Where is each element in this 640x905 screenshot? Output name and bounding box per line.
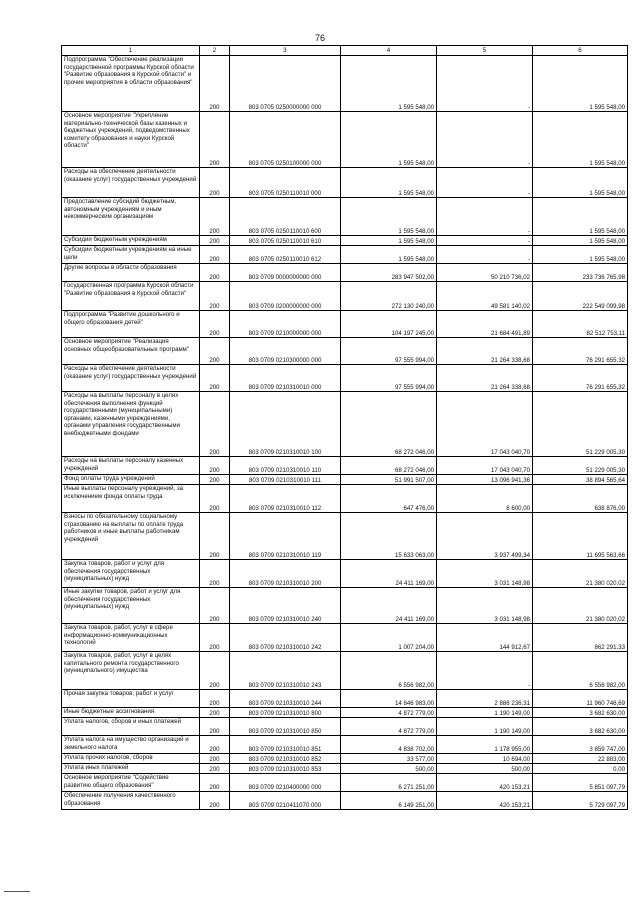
row-col5-cell: - bbox=[437, 56, 533, 112]
row-name-cell: Основное мероприятие "Укрепление материально-технической базы казенных и бюджетных учреждений, подведомственных комитету образования и науки Курской области" bbox=[62, 112, 200, 168]
row-col4-cell: 647 476,00 bbox=[341, 485, 437, 513]
row-col2-cell: 200 bbox=[200, 754, 230, 764]
row-col6-cell: 21 380 020,02 bbox=[533, 588, 628, 624]
table-row bbox=[62, 792, 628, 810]
table-header-row bbox=[62, 46, 628, 56]
page-number: 76 bbox=[314, 33, 325, 43]
table-row bbox=[62, 588, 628, 624]
row-name-cell: Государственная программа Курской области "Развитие образования в Курской области" bbox=[62, 282, 200, 311]
footer-mark bbox=[4, 891, 30, 892]
row-col4-cell: 6 271 251,00 bbox=[341, 774, 437, 792]
row-col4-cell: 51 991 507,00 bbox=[341, 475, 437, 485]
row-code-cell: 803 0705 0250110010 600 bbox=[230, 198, 341, 236]
row-name-cell: Основное мероприятие "Реализация основных общеобразовательных программ" bbox=[62, 338, 200, 365]
row-col5-cell: 17 043 040,70 bbox=[437, 457, 533, 475]
table-row bbox=[62, 246, 628, 264]
row-col4-cell: 97 555 994,00 bbox=[341, 338, 437, 365]
row-code-cell: 803 0709 0000000000 000 bbox=[230, 264, 341, 282]
row-col2-cell: 200 bbox=[200, 236, 230, 246]
table-row bbox=[62, 236, 628, 246]
row-col4-cell: 68 272 046,00 bbox=[341, 457, 437, 475]
row-code-cell: 803 0709 0210411070 000 bbox=[230, 792, 341, 810]
row-name-cell: Предоставление субсидий бюджетным, автономным учреждениям и иным некоммерческим организациям bbox=[62, 198, 200, 236]
row-col5-cell: 10 694,00 bbox=[437, 754, 533, 764]
row-name-cell: Уплата налогов, сборов и иных платежей bbox=[62, 718, 200, 736]
row-col2-cell: 200 bbox=[200, 365, 230, 392]
table-row bbox=[62, 365, 628, 392]
table-row bbox=[62, 264, 628, 282]
column-header: 5 bbox=[437, 46, 533, 56]
row-col6-cell: 21 380 020,02 bbox=[533, 560, 628, 588]
row-col2-cell: 200 bbox=[200, 338, 230, 365]
column-header: 2 bbox=[200, 46, 230, 56]
table-row bbox=[62, 311, 628, 338]
row-col2-cell: 200 bbox=[200, 718, 230, 736]
row-col6-cell: 76 291 655,32 bbox=[533, 365, 628, 392]
row-col5-cell: 8 600,00 bbox=[437, 485, 533, 513]
row-col6-cell: 1 595 548,00 bbox=[533, 112, 628, 168]
row-code-cell: 803 0709 0210310010 852 bbox=[230, 754, 341, 764]
row-col5-cell: 1 178 955,00 bbox=[437, 736, 533, 754]
row-col5-cell: 49 581 140,02 bbox=[437, 282, 533, 311]
row-code-cell: 803 0709 0210000000 000 bbox=[230, 311, 341, 338]
row-col2-cell: 200 bbox=[200, 708, 230, 718]
table-row bbox=[62, 754, 628, 764]
row-col5-cell: - bbox=[437, 652, 533, 690]
row-col5-cell: 1 190 149,00 bbox=[437, 708, 533, 718]
budget-table bbox=[61, 45, 628, 810]
row-code-cell: 803 0709 0210310010 242 bbox=[230, 624, 341, 652]
row-col6-cell: 38 894 565,64 bbox=[533, 475, 628, 485]
row-col6-cell: 6 556 982,00 bbox=[533, 652, 628, 690]
row-name-cell: Расходы на обеспечение деятельности (оказание услуг) государственных учреждений bbox=[62, 168, 200, 198]
row-code-cell: 803 0709 0210310010 853 bbox=[230, 764, 341, 774]
row-code-cell: 803 0709 0210310010 100 bbox=[230, 392, 341, 457]
row-col4-cell: 1 595 548,00 bbox=[341, 112, 437, 168]
row-col2-cell: 200 bbox=[200, 457, 230, 475]
row-col6-cell: 1 595 548,00 bbox=[533, 168, 628, 198]
row-col5-cell: - bbox=[437, 236, 533, 246]
row-col2-cell: 200 bbox=[200, 198, 230, 236]
row-name-cell: Расходы на выплаты персоналу в целях обеспечения выполнения функций государственными (муниципальными) органами, казенными учреждениями, органами управления государственными внебюджетными фондами bbox=[62, 392, 200, 457]
row-name-cell: Прочая закупка товаров, работ и услуг bbox=[62, 690, 200, 708]
row-name-cell: Основное мероприятие "Содействие развитию общего образования" bbox=[62, 774, 200, 792]
row-code-cell: 803 0709 0210310010 200 bbox=[230, 560, 341, 588]
row-col6-cell: 1 595 548,00 bbox=[533, 198, 628, 236]
table-row bbox=[62, 736, 628, 754]
row-col4-cell: 24 411 169,00 bbox=[341, 588, 437, 624]
row-name-cell: Подпрограмма "Развитие дошкольного и общего образования детей" bbox=[62, 311, 200, 338]
table-row bbox=[62, 457, 628, 475]
row-col4-cell: 6 149 251,00 bbox=[341, 792, 437, 810]
row-col2-cell: 200 bbox=[200, 475, 230, 485]
row-col6-cell: 3 682 630,00 bbox=[533, 718, 628, 736]
table-row bbox=[62, 513, 628, 560]
row-name-cell: Уплата иных платежей bbox=[62, 764, 200, 774]
row-col6-cell: 51 229 005,30 bbox=[533, 392, 628, 457]
row-name-cell: Закупка товаров, работ и услуг для обеспечения государственных (муниципальных) нужд bbox=[62, 560, 200, 588]
row-col5-cell: 500,00 bbox=[437, 764, 533, 774]
row-col2-cell: 200 bbox=[200, 560, 230, 588]
row-col4-cell: 4 872 779,00 bbox=[341, 718, 437, 736]
row-code-cell: 803 0705 0250100000 000 bbox=[230, 112, 341, 168]
row-col5-cell: 21 684 491,89 bbox=[437, 311, 533, 338]
row-code-cell: 803 0709 0210310010 000 bbox=[230, 365, 341, 392]
row-name-cell: Обеспечение получения качественного образования bbox=[62, 792, 200, 810]
row-col2-cell: 200 bbox=[200, 311, 230, 338]
row-col2-cell: 200 bbox=[200, 588, 230, 624]
row-name-cell: Расходы на выплаты персоналу казенных учреждений bbox=[62, 457, 200, 475]
row-code-cell: 803 0709 0210310010 111 bbox=[230, 475, 341, 485]
row-col6-cell: 1 595 548,00 bbox=[533, 246, 628, 264]
column-header: 6 bbox=[533, 46, 628, 56]
row-col6-cell: 82 512 753,11 bbox=[533, 311, 628, 338]
row-code-cell: 803 0709 0210300000 000 bbox=[230, 338, 341, 365]
table-row bbox=[62, 392, 628, 457]
row-col4-cell: 4 872 779,00 bbox=[341, 708, 437, 718]
row-col4-cell: 1 595 548,00 bbox=[341, 198, 437, 236]
row-code-cell: 803 0705 0250110010 610 bbox=[230, 236, 341, 246]
column-header: 4 bbox=[341, 46, 437, 56]
row-col4-cell: 33 577,00 bbox=[341, 754, 437, 764]
row-col4-cell: 14 846 983,00 bbox=[341, 690, 437, 708]
row-code-cell: 803 0709 0210310010 243 bbox=[230, 652, 341, 690]
row-name-cell: Закупка товаров, работ, услуг в сфере информационно-коммуникационных технологий bbox=[62, 624, 200, 652]
row-col4-cell: 1 595 548,00 bbox=[341, 168, 437, 198]
row-col4-cell: 283 947 502,00 bbox=[341, 264, 437, 282]
row-col6-cell: 51 229 005,30 bbox=[533, 457, 628, 475]
row-col4-cell: 272 130 240,00 bbox=[341, 282, 437, 311]
table-row bbox=[62, 560, 628, 588]
row-col5-cell: 144 912,67 bbox=[437, 624, 533, 652]
row-name-cell: Субсидии бюджетным учреждениям на иные цели bbox=[62, 246, 200, 264]
row-col2-cell: 200 bbox=[200, 485, 230, 513]
row-col6-cell: 22 883,00 bbox=[533, 754, 628, 764]
row-col5-cell: 420 153,21 bbox=[437, 774, 533, 792]
row-code-cell: 803 0705 0250110010 612 bbox=[230, 246, 341, 264]
row-col4-cell: 24 411 169,00 bbox=[341, 560, 437, 588]
row-code-cell: 803 0709 0210310010 851 bbox=[230, 736, 341, 754]
row-name-cell: Взносы по обязательному социальному страхованию на выплаты по оплате труда работников и иные выплаты работникам учреждений bbox=[62, 513, 200, 560]
row-col4-cell: 1 595 548,00 bbox=[341, 236, 437, 246]
row-name-cell: Фонд оплаты труда учреждений bbox=[62, 475, 200, 485]
row-col4-cell: 6 556 982,00 bbox=[341, 652, 437, 690]
row-code-cell: 803 0709 0210310010 240 bbox=[230, 588, 341, 624]
row-col5-cell: 3 031 148,98 bbox=[437, 588, 533, 624]
row-col4-cell: 97 555 994,00 bbox=[341, 365, 437, 392]
row-col2-cell: 200 bbox=[200, 112, 230, 168]
row-col5-cell: - bbox=[437, 198, 533, 236]
row-col6-cell: 5 851 097,79 bbox=[533, 774, 628, 792]
table-row bbox=[62, 774, 628, 792]
row-name-cell: Иные бюджетные ассигнования bbox=[62, 708, 200, 718]
row-code-cell: 803 0705 0250000000 000 bbox=[230, 56, 341, 112]
row-col6-cell: 76 291 655,32 bbox=[533, 338, 628, 365]
row-col6-cell: 233 736 765,98 bbox=[533, 264, 628, 282]
row-col5-cell: 21 264 338,68 bbox=[437, 338, 533, 365]
row-col6-cell: 1 595 548,00 bbox=[533, 236, 628, 246]
table-row bbox=[62, 168, 628, 198]
row-name-cell: Иные закупки товаров, работ и услуг для обеспечения государственных (муниципальных) нужд bbox=[62, 588, 200, 624]
row-col6-cell: 11 695 563,66 bbox=[533, 513, 628, 560]
row-name-cell: Субсидии бюджетным учреждениям bbox=[62, 236, 200, 246]
row-col5-cell: 2 886 236,31 bbox=[437, 690, 533, 708]
row-name-cell: Другие вопросы в области образования bbox=[62, 264, 200, 282]
row-col2-cell: 200 bbox=[200, 282, 230, 311]
row-col6-cell: 0,00 bbox=[533, 764, 628, 774]
row-col2-cell: 200 bbox=[200, 168, 230, 198]
row-code-cell: 803 0709 0210310010 850 bbox=[230, 718, 341, 736]
table-row bbox=[62, 56, 628, 112]
row-col4-cell: 104 197 245,00 bbox=[341, 311, 437, 338]
row-col4-cell: 68 272 046,00 bbox=[341, 392, 437, 457]
column-header: 3 bbox=[230, 46, 341, 56]
row-col4-cell: 4 838 702,00 bbox=[341, 736, 437, 754]
row-col2-cell: 200 bbox=[200, 264, 230, 282]
row-col2-cell: 200 bbox=[200, 764, 230, 774]
row-name-cell: Уплата прочих налогов, сборов bbox=[62, 754, 200, 764]
row-name-cell: Иные выплаты персоналу учреждений, за исключением фонда оплаты труда bbox=[62, 485, 200, 513]
row-col2-cell: 200 bbox=[200, 690, 230, 708]
column-header: 1 bbox=[62, 46, 200, 56]
row-code-cell: 803 0709 0210310010 800 bbox=[230, 708, 341, 718]
table-row bbox=[62, 475, 628, 485]
row-code-cell: 803 0709 0210310010 112 bbox=[230, 485, 341, 513]
table-row bbox=[62, 690, 628, 708]
row-name-cell: Расходы на обеспечение деятельности (оказание услуг) государственных учреждений bbox=[62, 365, 200, 392]
row-col4-cell: 1 007 204,00 bbox=[341, 624, 437, 652]
row-col6-cell: 222 549 099,98 bbox=[533, 282, 628, 311]
table-row bbox=[62, 338, 628, 365]
row-code-cell: 803 0709 0210400000 000 bbox=[230, 774, 341, 792]
table-row bbox=[62, 652, 628, 690]
row-col2-cell: 200 bbox=[200, 736, 230, 754]
row-col2-cell: 200 bbox=[200, 246, 230, 264]
table-row bbox=[62, 708, 628, 718]
row-col2-cell: 200 bbox=[200, 392, 230, 457]
row-col2-cell: 200 bbox=[200, 774, 230, 792]
row-col5-cell: 13 096 941,36 bbox=[437, 475, 533, 485]
row-name-cell: Уплата налога на имущество организаций и земельного налога bbox=[62, 736, 200, 754]
row-col6-cell: 862 291,33 bbox=[533, 624, 628, 652]
row-col6-cell: 11 960 746,69 bbox=[533, 690, 628, 708]
row-col6-cell: 5 729 097,79 bbox=[533, 792, 628, 810]
row-col5-cell: 3 031 148,98 bbox=[437, 560, 533, 588]
row-name-cell: Закупка товаров, работ, услуг в целях капитального ремонта государственного (муниципального) имущества bbox=[62, 652, 200, 690]
row-col4-cell: 500,00 bbox=[341, 764, 437, 774]
table-row bbox=[62, 764, 628, 774]
row-col4-cell: 1 595 548,00 bbox=[341, 56, 437, 112]
row-col5-cell: 50 210 736,02 bbox=[437, 264, 533, 282]
row-col4-cell: 15 633 063,00 bbox=[341, 513, 437, 560]
table-row bbox=[62, 198, 628, 236]
row-col5-cell: 17 043 040,70 bbox=[437, 392, 533, 457]
row-code-cell: 803 0709 0210310010 110 bbox=[230, 457, 341, 475]
table-row bbox=[62, 282, 628, 311]
row-col6-cell: 3 659 747,00 bbox=[533, 736, 628, 754]
row-code-cell: 803 0709 0210310010 244 bbox=[230, 690, 341, 708]
row-col6-cell: 638 876,00 bbox=[533, 485, 628, 513]
row-col5-cell: 1 190 149,00 bbox=[437, 718, 533, 736]
row-col5-cell: 21 264 338,68 bbox=[437, 365, 533, 392]
row-code-cell: 803 0709 0210310010 119 bbox=[230, 513, 341, 560]
row-col2-cell: 200 bbox=[200, 56, 230, 112]
row-code-cell: 803 0705 0250110010 000 bbox=[230, 168, 341, 198]
row-col6-cell: 3 682 630,00 bbox=[533, 708, 628, 718]
table-row bbox=[62, 624, 628, 652]
row-col5-cell: - bbox=[437, 112, 533, 168]
table-row bbox=[62, 485, 628, 513]
table-body bbox=[62, 56, 628, 810]
row-name-cell: Подпрограмма "Обеспечение реализации государственной программы Курской области "Развитие образования в Курской области" и прочие мероприятия в области образования" bbox=[62, 56, 200, 112]
row-col5-cell: - bbox=[437, 246, 533, 264]
table-row bbox=[62, 718, 628, 736]
row-col5-cell: - bbox=[437, 168, 533, 198]
row-col5-cell: 420 153,21 bbox=[437, 792, 533, 810]
table-row bbox=[62, 112, 628, 168]
row-col5-cell: 3 937 499,34 bbox=[437, 513, 533, 560]
row-col2-cell: 200 bbox=[200, 513, 230, 560]
row-col2-cell: 200 bbox=[200, 792, 230, 810]
row-col2-cell: 200 bbox=[200, 652, 230, 690]
row-col4-cell: 1 595 548,00 bbox=[341, 246, 437, 264]
row-col2-cell: 200 bbox=[200, 624, 230, 652]
row-col6-cell: 1 595 548,00 bbox=[533, 56, 628, 112]
row-code-cell: 803 0709 0200000000 000 bbox=[230, 282, 341, 311]
